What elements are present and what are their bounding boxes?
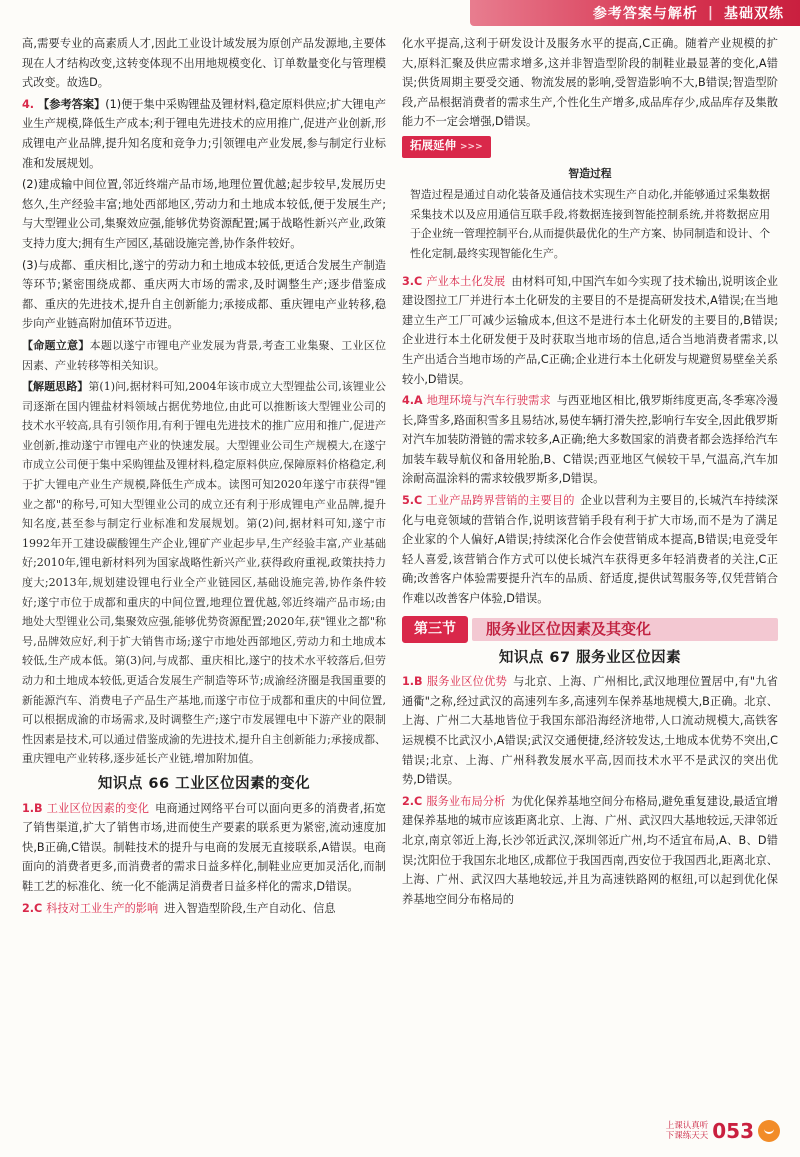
banner-right-title: 基础双练 [724,6,784,22]
extension-title: 智造过程 [568,166,612,180]
question-number: 2.C [22,901,43,915]
section-header [402,617,778,643]
footer-slogan-line-2: 下课练天天 [665,1131,709,1141]
answer-text: 为优化保养基地空间分布格局,避免重复建设,最适宜增建保养基地的城市应该距离北京、上海、广州、武汉四大基地较远,天津邻近北京,南京邻近上海,长沙邻近武汉,深圳邻近广州,均不适宜布局,A、B、D错误;沈阳位于我国东北地区,成都位于我国西南,西安位于我国西北,距离北京、上海、广州、武汉四大基地较远,并且为高速铁路网的枢纽,可以起到优化保养基地空间分布格局的 [402,794,778,906]
answer-text: 与北京、上海、广州相比,武汉地理位置居中,有"九省通衢"之称,经过武汉的高速列车多,高速列车保养基地规模大,B正确。北京、上海、广州二大基地皆位于我国东部沿海经济地带,人口流动规模大,高铁客运规模不比武汉小,A错误;武汉交通便捷,经济较发达,土地成本优势不突出,C错误;北京、上海、广州科教发展水平高,因而技术水平不是武汉的突出优势,D错误。 [402,675,778,787]
topic-tag: 服务业区位优势 [426,675,508,689]
answer-1 [22,799,386,897]
topic-tag: 产业本土化发展 [426,274,506,288]
answer-label: 【参考答案】 [38,97,106,111]
section-badge: 第三节 [402,616,468,644]
chevrons-icon: >>> [460,141,483,152]
answer-text: 与西亚地区相比,俄罗斯纬度更高,冬季寒冷漫长,降雪多,路面积雪多且易结冰,易使车辆打滑失控,影响行车安全,因此俄罗斯对汽车加装防滑链的需求较多,A正确;绝大多数国家的消费者都会选择给汽车加装车载导航仪和备用轮胎,B、C错误;西亚地区气候较干旱,气温高,汽车加涂耐高温涂料的需求较俄罗斯多,D错误。 [402,394,778,486]
page-footer [666,1119,780,1143]
solution-label: 【解题思路】 [22,380,89,394]
question-number: 4.A [402,394,423,408]
answer-2 [22,899,386,919]
question-number: 4. [22,97,35,111]
page-number: 053 [712,1119,754,1143]
banner-separator: | [707,5,714,21]
answer-part-1: (1)便于集中采购锂盐及锂材料,稳定原料供应;扩大锂电产业生产规模,降低生产成本;利于锂电先进技术的应用推广,促进产业创新,形成锂电产业品牌,提升知名度和竞争力;引领锂电产业发展,参与制定行业标准和发展规划。 [22,97,386,170]
question-number: 3.C [402,274,423,288]
answer-text: 进入智造型阶段,生产自动化、信息 [164,901,336,915]
topic-tag: 工业产品跨界营销的主要目的 [426,494,575,508]
extension-section [402,134,778,266]
extension-box [402,162,778,266]
header-banner [470,0,800,26]
answer-part-2: (2)建成输中间位置,邻近终端产品市场,地理位置优越;起步较早,发展历史悠久,生产经验丰富;地处西部地区,劳动力和土地成本较低,便于发展生产;与大型锂业公司,集聚效应强,能够优势资源配置;属于战略性新兴产业,政策支持力度大;拥有生产园区,基础设施完善,协作条件较好。 [22,178,386,250]
answer-5 [402,491,778,609]
question-number: 5.C [402,494,423,508]
extension-label [402,136,491,158]
mascot-icon [758,1120,780,1142]
topic-tag: 服务业布局分析 [426,794,506,808]
section-title: 服务业区位因素及其变化 [472,618,778,642]
knowledge-point-66-title: 知识点 66 工业区位因素的变化 [97,775,311,792]
solution-text: 第(1)问,据材料可知,2004年该市成立大型锂盐公司,该锂业公司逐渐在国内锂盐材料领域占据优势地位,由此可以推断该大型锂业公司的技术水平较高,具有引领作用,有利于锂电先进技术的推广应用和推广,促进产业创新,推动遂宁市锂电产业的快速发展。大型锂业公司生产规模大,在遂宁市成立公司便于集中采购锂盐及锂材料,稳定原料供应,保障原料价格稳定,利于扩大锂电产业生产规模,降低生产成本。读图可知2020年遂宁市获得"锂业之都"的称号,可知大型锂业公司的成立还有利于形成锂电产业品牌,提升知名度,甚至参与制定行业标准和发展规划。第(2)问,据材料可知,遂宁市1992年开工建设碳酸锂生产企业,锂矿产业起步早,生产经验丰富,产业基础好;2010年,锂电新材料列为国家战略性新兴产业,获得政府重视,政策扶持力度大;2013年,规划建设锂电行业全产业链园区,基础设施完善,协作条件较好;遂宁市位于成都和重庆的中间位置,地理位置优越,邻近终端产品市场;由地处大型锂业公司,集聚效应强,能够优势资源配置;2020年,获"锂业之都"称号,品牌效应好,利于扩大销售市场;遂宁市地处西部地区,劳动力和土地成本较低,生产成本低。第(3)问,与成都、重庆相比,遂宁的技术水平较落后,但劳动力和土地成本较低,更适合发展生产制造等环节;成渝经济圈是我国重要的新能源汽车、消费电子产品生产基地,而遂宁市位于成都和重庆的中间位置,可以根据成渝的市场需求,及时调整生产;遂宁市发展锂电中下游产业的限制性因素是技术,可以通过借鉴成渝的先进技术,提升自主创新能力;承接成都、重庆锂电产业转移,逐步延长产业链,增加附加值。 [22,380,386,766]
answer-text: 由材料可知,中国汽车如今实现了技术输出,说明该企业建设图拉工厂并进行本土化研发的主要目的不是提高研发技术,A错误;在当地建立生产工厂可减少运输成本,但这不是进行本土化研发的主要目的,B错误;企业进行本土化研发便于及时获取当地市场的信息,适合当地消费者需求,以生产出适合当地市场的产品,C正确;企业进行本土化研发与规避贸易壁垒关系较小,D错误。 [402,274,778,386]
extension-text: 智造过程是通过自动化装备及通信技术实现生产自动化,并能够通过采集数据采集技术以及应用通信互联手段,将数据连接到智能控制系统,并将数据应用于企业统一管理控制平台,从而提供最优化的生产方案、协同制造和设计、个性化定制,最终实现智能化生产。 [410,188,770,260]
question-number: 1.B [402,675,423,689]
answer-text: 企业以营利为主要目的,长城汽车持续深化与电竞领域的营销合作,说明该营销手段有利于扩大市场,而不是为了满足企业家的个人偏好,A错误;持续深化合作会使营销成本提高,B错误;电竞受年轻人喜爱,该营销合作方式可以使长城汽车获得更多年轻消费者的关注,C正确;改善客户体验需要提升汽车的品质、舒适度,提供试驾服务等,仅凭营销合作难以改善客户体验,D错误。 [402,494,778,606]
topic-tag: 地理环境与汽车行驶需求 [426,394,551,408]
right-column [402,34,778,1097]
answer-4a [402,391,778,489]
extension-label-text: 拓展延伸 [410,137,456,152]
question-number: 2.C [402,794,423,808]
question-number: 1.B [22,801,43,815]
banner-left-title: 参考答案与解析 [592,6,698,22]
answer-r2 [402,792,778,910]
answer-part-3: (3)与成都、重庆相比,遂宁的劳动力和土地成本较低,更适合发展生产制造等环节;紧密围绕成都、重庆两大市场的需求,及时调整生产;逐步借鉴成都、重庆的先进技术,提升自主创新能力;承接成都、重庆锂电产业转移,稳步向产业链高附加值环节迈进。 [22,258,386,331]
answer-r1 [402,672,778,790]
answer-text: 电商通过网络平台可以面向更多的消费者,拓宽了销售渠道,扩大了销售市场,进而使生产要素的联系更为紧密,流动速度加快,B正确,C错误。制鞋技术的提升与电商的发展无直接联系,A错误。电商面向的消费者更多,而消费者的需求日益多样化,制鞋业应更加灵活化,而制鞋工艺的标准化、统一化不能满足消费者日益多样化的需求,D错误。 [22,801,386,893]
topic-tag: 科技对工业生产的影响 [46,901,159,915]
knowledge-point-67-title: 知识点 67 服务业区位因素 [498,649,682,666]
answer-4 [22,95,386,173]
intent-text: 本题以遂宁市锂电产业发展为背景,考查工业集聚、工业区位因素、产业转移等相关知识。 [22,338,386,372]
intent-label: 【命题立意】 [22,338,90,352]
left-column [22,34,386,1097]
right-intro-paragraph: 化水平提高,这利于研发设计及服务水平的提高,C正确。随着产业规模的扩大,原料汇聚及供应需求增多,这并非智造型阶段的制鞋业最显著的变化,A错误;供货周期主要受交通、物流发展的影响,受智造影响不大,B错误;智造型阶段,产品根据消费者的需求生产,个性化生产增多,成品库存少,成品库存及集散能力不一定会增强,D错误。 [402,37,778,129]
intent-paragraph [22,336,386,375]
footer-slogan-line-1: 上课认真听 [665,1121,709,1131]
left-intro-paragraph: 高,需要专业的高素质人才,因此工业设计域发展为原创产品发源地,主要体现在人才结构改变,这转变体现不出用地规模变化、订单数量变化与管理模式改变。故选D。 [22,37,386,90]
solution-paragraph [22,377,386,769]
footer-slogan [666,1121,709,1141]
topic-tag: 工业区位因素的变化 [46,801,150,815]
answer-3 [402,272,778,390]
